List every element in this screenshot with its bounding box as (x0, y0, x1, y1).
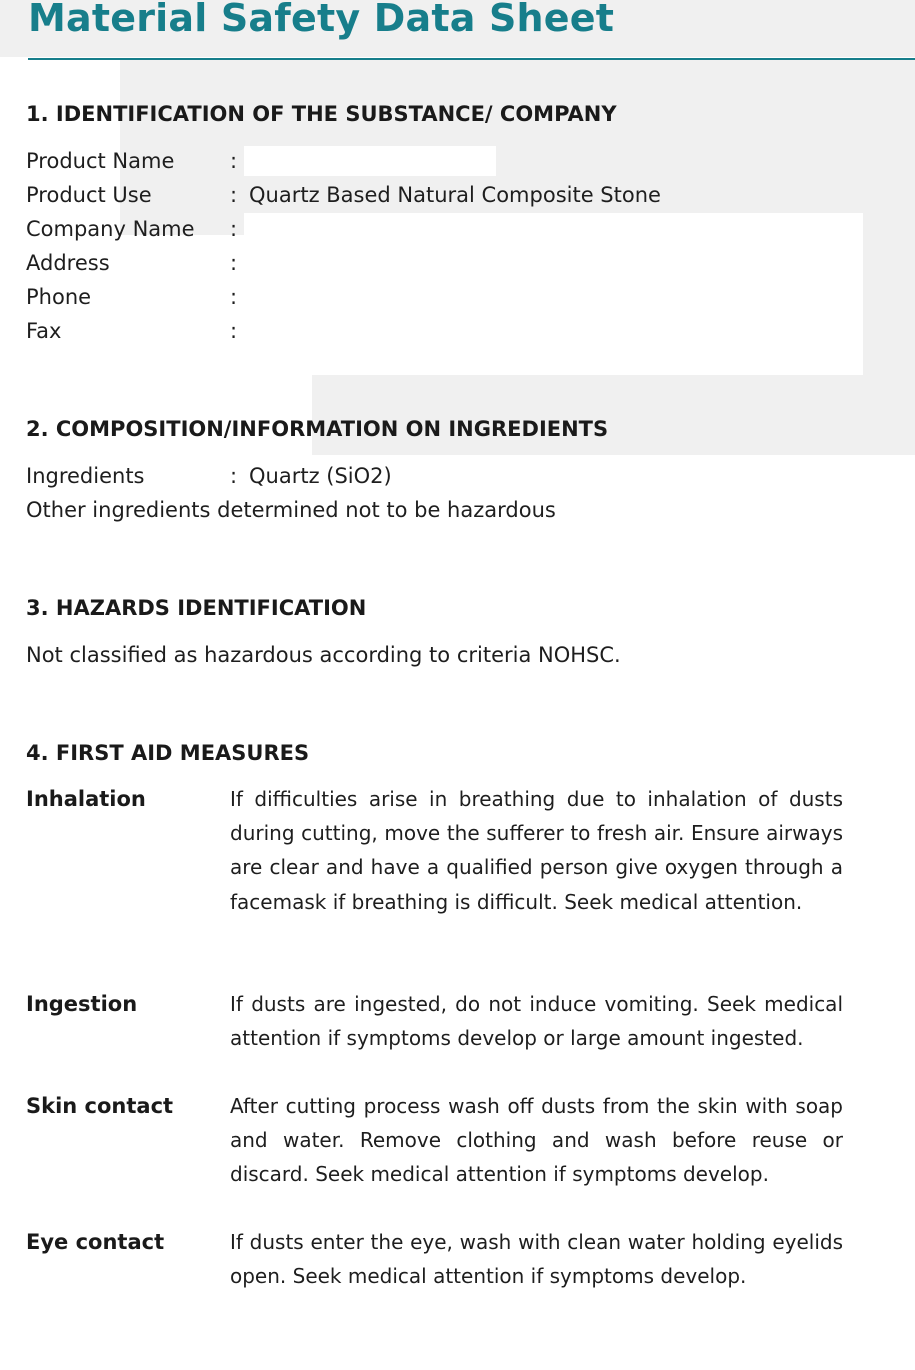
ingestion-term: Ingestion (26, 992, 138, 1016)
product-use-label: Product Use (26, 183, 152, 207)
product-name-colon: : (230, 149, 238, 173)
ingredients-colon: : (230, 464, 238, 488)
phone-label: Phone (26, 285, 92, 309)
phone-colon: : (230, 285, 238, 309)
company-name-colon: : (230, 217, 238, 241)
ingredients-value: Quartz (SiO2) (249, 464, 392, 488)
section-1-heading: 1. IDENTIFICATION OF THE SUBSTANCE/ COMPANY (26, 102, 617, 126)
ingredients-label: Ingredients (26, 464, 145, 488)
inhalation-text: If difficulties arise in breathing due to inhalation of dusts during cutting, move the sufferer to fresh air. Ensure airways are clear and have a qualified person give oxygen through a facemask if breathing is difficult. Seek medical attention. (230, 787, 843, 914)
other-ingredients-text: Other ingredients determined not to be hazardous (26, 498, 556, 522)
address-colon: : (230, 251, 238, 275)
fax-label: Fax (26, 319, 62, 343)
company-name-label: Company Name (26, 217, 195, 241)
hazards-text: Not classified as hazardous according to criteria NOHSC. (26, 643, 621, 667)
skin-contact-text: After cutting process wash off dusts from the skin with soap and water. Remove clothing and wash before reuse or discard. Seek medical attention if symptoms develop. (230, 1094, 843, 1187)
section-2-heading: 2. COMPOSITION/INFORMATION ON INGREDIENTS (26, 417, 609, 441)
watermark-block (312, 375, 622, 455)
redacted-product-name (244, 146, 496, 176)
ingestion-text: If dusts are ingested, do not induce vomiting. Seek medical attention if symptoms develop or large amount ingested. (230, 992, 843, 1051)
address-label: Address (26, 251, 110, 275)
inhalation-term: Inhalation (26, 787, 146, 811)
eye-contact-text: If dusts enter the eye, wash with clean water holding eyelids open. Seek medical attention if symptoms develop. (230, 1230, 843, 1289)
product-name-label: Product Name (26, 149, 175, 173)
eye-contact-term: Eye contact (26, 1230, 165, 1254)
redacted-company-block (244, 213, 863, 375)
product-use-value: Quartz Based Natural Composite Stone (249, 183, 661, 207)
section-3-heading: 3. HAZARDS IDENTIFICATION (26, 596, 367, 620)
watermark-block (622, 0, 915, 57)
page-title: Material Safety Data Sheet (28, 0, 615, 40)
title-underline (28, 58, 915, 60)
fax-colon: : (230, 319, 238, 343)
skin-contact-term: Skin contact (26, 1094, 174, 1118)
section-4-heading: 4. FIRST AID MEASURES (26, 741, 310, 765)
product-use-colon: : (230, 183, 238, 207)
